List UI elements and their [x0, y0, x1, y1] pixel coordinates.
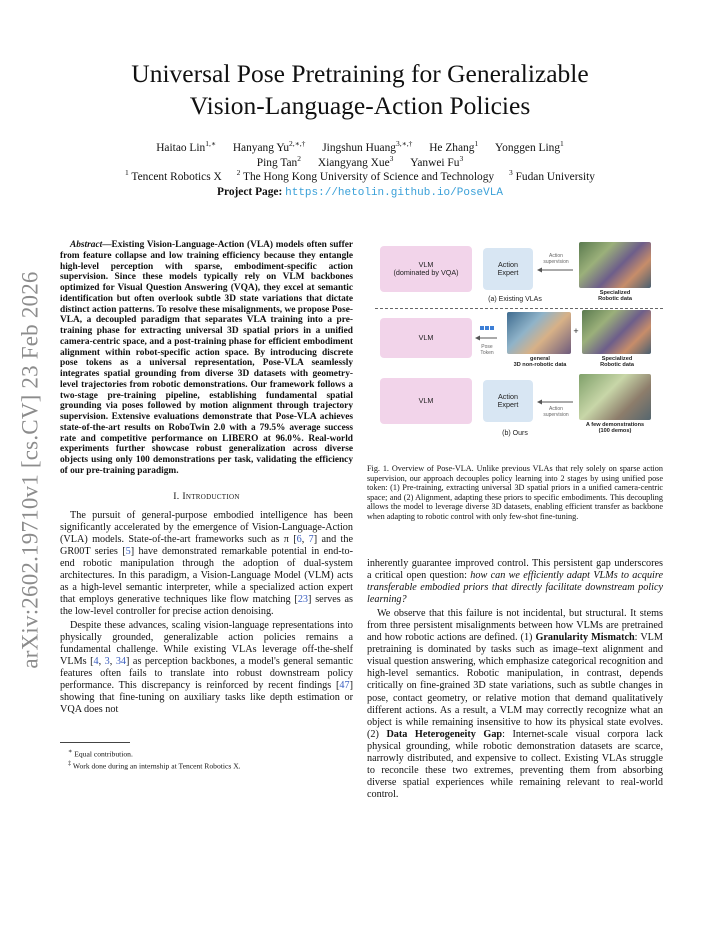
affiliation: $^2$ The Hong Kong University of Science and Technology — [236, 168, 495, 183]
robot-data-image — [582, 310, 651, 354]
vlm-box-pretraining: VLM — [380, 318, 472, 358]
paper-title — [60, 58, 660, 122]
citation-link[interactable]: 7 — [308, 533, 314, 545]
title-line-2: Vision-Language-Action Policies — [189, 91, 531, 120]
specialized-robotic-data-label: Specialized Robotic data — [598, 290, 632, 303]
citation-link[interactable]: 34 — [115, 656, 127, 668]
author: Xiangyang Xue$^3$ — [317, 153, 394, 169]
subcaption-existing-vlas: (a) Existing VLAs — [488, 296, 542, 303]
affiliation: $^1$ Tencent Robotics X — [125, 168, 222, 183]
left-column — [60, 240, 353, 772]
intro-paragraph-1: The pursuit of general-purpose embodied intelligence has been significantly accelerated by the emergence of Vision-Language-Action (VLA) models. State-of-the-art frameworks such as π [6, 7] and the GR00T series [5] have demonstrated remarkable potential in end-to-end robotic manipulation through the adoption of dual-system architectures. In this paradigm, a Vision-Language Model (VLM) acts as a high-level semantic interpreter, while a specialized action expert that employs generative techniques like flow matching [23] serves as the low-level controller for precise action denoising. — [60, 509, 353, 617]
action-supervision-label: Action supervision — [543, 406, 569, 418]
affiliation-line — [60, 170, 660, 185]
action-expert-box-ours: Action Expert — [483, 380, 533, 422]
citation-link[interactable]: 23 — [297, 593, 308, 605]
general-3d-data-image — [507, 312, 571, 354]
author: He Zhang$^1$ — [429, 139, 479, 154]
specialized-robotic-data-label: Specialized Robotic data — [600, 356, 634, 369]
research-question: how can we efficiently adapt VLMs to acquire transferable embodied priors that directly facilitate downstream policy learning? — [367, 570, 663, 606]
few-demonstrations-label: A few demonstrations (100 demos) — [585, 422, 645, 435]
project-page-label: Project Page: — [217, 185, 283, 198]
pose-token-label: Pose Token — [480, 344, 494, 356]
intro-paragraph-2: Despite these advances, scaling vision-language representations into physically grounded, generalizable action policies remains a fundamental challenge. While existing VLAs leverage off-the-shelf VLMs [4, 3, 34] as perception backbones, a model's general semantic features often fails to translate into robust downstream policy performance. This discrepancy is reinforced by recent findings [47] showing that fine-tuning on auxiliary tasks like depth estimation or VQA does not — [60, 619, 354, 716]
arrow-left-icon — [537, 398, 575, 406]
citation-link[interactable]: 6 — [296, 533, 302, 545]
citation-link[interactable]: 3 — [104, 656, 110, 668]
right-column — [367, 558, 663, 801]
arrow-left-icon — [537, 266, 575, 274]
project-page-link[interactable]: https://hetolin.github.io/PoseVLA — [285, 186, 503, 199]
citation-link[interactable]: 5 — [125, 545, 131, 557]
citation-link[interactable]: 4 — [93, 656, 99, 668]
vlm-box-existing: VLM (dominated by VQA) — [380, 246, 472, 292]
footnote-equal-contribution: ∗ Equal contribution. — [68, 748, 133, 759]
figure-1 — [367, 240, 663, 462]
few-demos-image — [579, 374, 651, 420]
author: Hanyang $Yu^{2,∗,\dagger}$ — [232, 139, 306, 154]
robot-data-image — [579, 242, 651, 288]
project-page-line — [60, 185, 660, 201]
right-paragraph-1: inherently guarantee improved control. This persistent gap underscores a critical open question: how can we efficiently adapt VLMs to acquire transferable embodied priors that directly facilitate downstream policy learning? — [367, 558, 663, 606]
arrow-left-icon — [475, 334, 499, 342]
author-block — [60, 141, 660, 200]
arxiv-identifier: arXiv:2602.19710v1 [cs.CV] 23 Feb 2026 — [18, 271, 44, 669]
pose-token-icon — [480, 326, 494, 330]
author: Ping Tan$^2$ — [256, 153, 301, 169]
granularity-mismatch-term: Granularity Mismatch — [535, 632, 635, 644]
footnote-divider — [60, 742, 130, 743]
author: Jingshun Huang$^{3,∗,\dagger}$ — [322, 139, 413, 154]
title-line-1: Universal Pose Pretraining for Generalizable — [131, 59, 589, 88]
author-line-1 — [60, 141, 660, 156]
citation-link[interactable]: 47 — [339, 680, 350, 692]
section-heading-introduction: I. Introduction — [173, 490, 240, 502]
author-line-2 — [60, 153, 660, 171]
figure-divider — [375, 308, 663, 309]
vlm-box-ours: VLM — [380, 378, 472, 424]
plus-sign: + — [573, 326, 579, 336]
figure-1-caption: Fig. 1. Overview of Pose-VLA. Unlike previous VLAs that rely solely on sparse action supervision, our approach decouples policy learning into 2 stages by using unified pose token: (1) Pre-training, extracting universal 3D spatial priors in a unified camera-centric space; and (2) Alignment, adapting these priors to specific embodiments. This decoupling allows the model to leverage diverse 3D datasets, enabling efficient transfer as backbone when adapting to robotic control with only few-shot fine-tuning. — [367, 464, 663, 521]
author: Yanwei Fu$^3$ — [410, 153, 464, 169]
footnote-internship: ‡ Work done during an internship at Tencent Robotics X. — [68, 760, 241, 771]
abstract-text: Existing Vision-Language-Action (VLA) models often suffer from feature collapse and low training efficiency because they entangle high-level perception with sparse, embodiment-specific action supervision. Since these models typically rely on VLM backbones optimized for Visual Question Answering (VQA), they excel at semantic identification but often overlook subtle 3D state variations that dictate distinct action patterns. To resolve these misalignments, we propose Pose-VLA, a decoupled paradigm that separates VLA training into a pre-training phase for extracting universal 3D spatial priors in a unified camera-centric space, and a post-training phase for efficient embodiment alignment within robot-specific action space. By introducing discrete pose tokens as a universal representation, Pose-VLA seamlessly integrates spatial grounding from diverse 3D datasets with geometry-level trajectories from robotic demonstrations. Our framework follows a two-stage pre-training pipeline, establishing fundamental spatial grounding via poses followed by motion alignment through trajectory supervision. Extensive evaluations demonstrate that Pose-VLA achieves state-of-the-art results on RoboTwin 2.0 with a 79.5% average success rate and competitive performance on LIBERO at 96.0%. Real-world experiments further showcase robust generalization across diverse objects using only 100 demonstrations per task, validating the efficiency of our pre-training paradigm. — [60, 240, 353, 476]
author: Haitao Lin$^{1,∗}$ — [156, 139, 216, 154]
author: Yonggen Ling$^1$ — [495, 139, 564, 154]
action-expert-box-existing: Action Expert — [483, 248, 533, 290]
subcaption-ours: (b) Ours — [502, 430, 528, 437]
abstract-label: Abstract — [70, 240, 103, 250]
action-supervision-label: Action supervision — [543, 253, 569, 265]
abstract: Abstract—Existing Vision-Language-Action (VLA) models often suffer from feature collapse and low training efficiency because they entangle high-level perception with sparse, embodiment-specific action supervision. Since these models typically rely on VLM backbones optimized for Visual Question Answering (VQA), they excel at semantic identification but often overlook subtle 3D state variations that dictate distinct action patterns. To resolve these misalignments, we propose Pose-VLA, a decoupled paradigm that separates VLA training into a pre-training phase for extracting universal 3D spatial priors in a unified camera-centric space, and a post-training phase for efficient embodiment alignment within robot-specific action space. By introducing discrete pose tokens as a universal representation, Pose-VLA seamlessly integrates spatial grounding from diverse 3D datasets with geometry-level trajectories from robotic demonstrations. Our framework follows a two-stage pre-training pipeline, establishing fundamental spatial grounding via poses followed by motion alignment through trajectory supervision. Extensive evaluations demonstrate that Pose-VLA achieves state-of-the-art results on RoboTwin 2.0 with a 79.5% average success rate and competitive performance on LIBERO at 96.0%. Real-world experiments further showcase robust generalization across diverse objects using only 100 demonstrations per task, validating the efficiency of our pre-training paradigm. — [60, 240, 353, 476]
data-heterogeneity-term: Data Heterogeneity Gap — [386, 728, 503, 740]
arxiv-stamp — [14, 240, 48, 700]
affiliation: $^3$ Fudan University — [508, 168, 595, 183]
general-3d-data-label: general 3D non-robotic data — [513, 356, 567, 369]
right-paragraph-2: We observe that this failure is not incidental, but structural. It stems from three persistent misalignments between how VLMs are pretrained and how robotic actions are defined. (1) Granularity Mismatch: VLM pretraining is dominated by tasks such as image–text alignment and visual question answering, which emphasize categorical recognition and high-level semantics. Robotic manipulation, in contrast, depends critically on fine-grained 3D state variations, such as subtle changes in pose, contact geometry, or relative motion that demand qualitatively different actions. As a result, a VLM may correctly recognize what an object is while remaining insensitive to how its physical state evolves. (2) Data Heterogeneity Gap: Internet-scale visual corpora lack physical grounding, while robotic demonstration datasets are scarce, narrowly distributed, and expensive to collect. Existing VLAs struggle to reconcile these two extremes, preventing them from absorbing diverse spatial experiences while remaining relevant to real-world control. — [367, 608, 663, 800]
